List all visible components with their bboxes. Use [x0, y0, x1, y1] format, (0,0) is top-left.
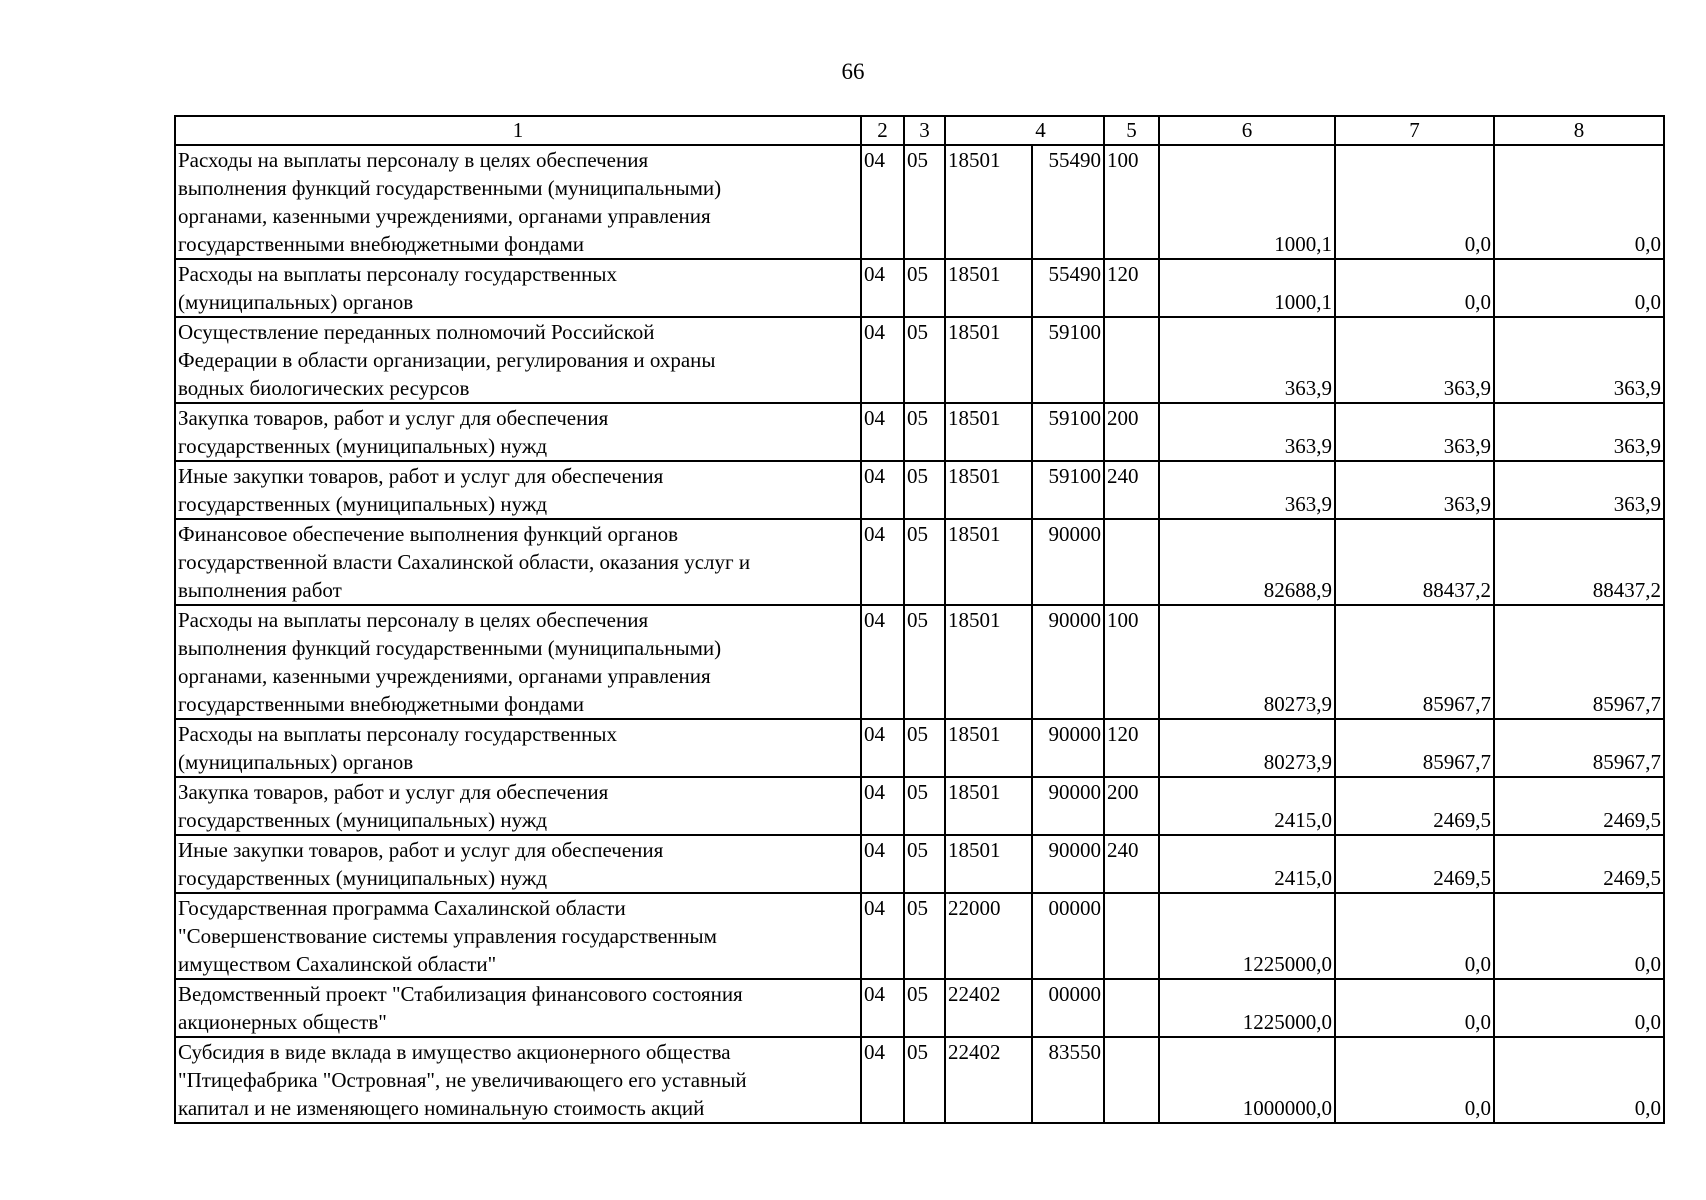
amount-col-7: 0,0: [1335, 979, 1494, 1037]
subsection-code: 05: [904, 317, 945, 403]
amount-col-6: 363,9: [1159, 461, 1335, 519]
subsection-code: 05: [904, 259, 945, 317]
table-row: [175, 403, 1664, 461]
description-line: Расходы на выплаты персоналу в целях обеспечения: [178, 608, 649, 632]
description-line: Федерации в области организации, регулирования и охраны: [178, 348, 716, 372]
expense-type-code: 120: [1104, 259, 1159, 317]
description-line: выполнения функций государственными (муниципальными): [178, 636, 722, 660]
section-code: 04: [861, 605, 904, 719]
row-description: [175, 317, 861, 403]
amount-col-8: 0,0: [1494, 259, 1664, 317]
direction-code: 90000: [1032, 719, 1104, 777]
amount-col-8: 2469,5: [1494, 777, 1664, 835]
description-line: государственными внебюджетными фондами: [178, 232, 585, 256]
description-line: Субсидия в виде вклада в имущество акционерного общества: [178, 1040, 731, 1064]
amount-col-6: 1225000,0: [1159, 979, 1335, 1037]
section-code: 04: [861, 317, 904, 403]
subsection-code: 05: [904, 893, 945, 979]
description-line: Иные закупки товаров, работ и услуг для обеспечения: [178, 464, 664, 488]
table-row: [175, 259, 1664, 317]
table-row: [175, 519, 1664, 605]
row-description: [175, 1037, 861, 1123]
direction-code: 83550: [1032, 1037, 1104, 1123]
page-number: 66: [841, 59, 865, 84]
section-code: 04: [861, 461, 904, 519]
section-code: 04: [861, 719, 904, 777]
table-row: [175, 979, 1664, 1037]
description-line: Расходы на выплаты персоналу государственных: [178, 722, 617, 746]
description-line: Финансовое обеспечение выполнения функций органов: [178, 522, 679, 546]
amount-col-8: 85967,7: [1494, 719, 1664, 777]
subsection-code: 05: [904, 835, 945, 893]
amount-col-7: 363,9: [1335, 317, 1494, 403]
description-line: государственными внебюджетными фондами: [178, 692, 585, 716]
description-line: имуществом Сахалинской области": [178, 952, 497, 976]
amount-col-7: 0,0: [1335, 145, 1494, 259]
subsection-code: 05: [904, 719, 945, 777]
description-line: "Птицефабрика "Островная", не увеличивающего его уставный: [178, 1068, 747, 1092]
expense-type-code: [1104, 519, 1159, 605]
direction-code: 59100: [1032, 403, 1104, 461]
program-code: 22000: [945, 893, 1032, 979]
table-row: [175, 835, 1664, 893]
amount-col-8: 0,0: [1494, 145, 1664, 259]
description-line: акционерных обществ": [178, 1010, 387, 1034]
table-row: [175, 605, 1664, 719]
description-line: Закупка товаров, работ и услуг для обеспечения: [178, 406, 609, 430]
direction-code: 59100: [1032, 317, 1104, 403]
description-line: Ведомственный проект "Стабилизация финансового состояния: [178, 982, 743, 1006]
table-row: [175, 893, 1664, 979]
description-line: Осуществление переданных полномочий Российской: [178, 320, 655, 344]
row-description: [175, 979, 861, 1037]
program-code: 22402: [945, 1037, 1032, 1123]
column-header-4: 4: [945, 116, 1104, 145]
expense-type-code: 240: [1104, 835, 1159, 893]
program-code: 18501: [945, 403, 1032, 461]
amount-col-6: 2415,0: [1159, 777, 1335, 835]
row-description: [175, 835, 861, 893]
table-row: [175, 461, 1664, 519]
amount-col-7: 2469,5: [1335, 777, 1494, 835]
expense-type-code: [1104, 317, 1159, 403]
amount-col-8: 0,0: [1494, 979, 1664, 1037]
column-header-8: 8: [1494, 116, 1664, 145]
amount-col-6: 82688,9: [1159, 519, 1335, 605]
expense-type-code: 100: [1104, 605, 1159, 719]
row-description: [175, 403, 861, 461]
expense-type-code: 240: [1104, 461, 1159, 519]
program-code: 18501: [945, 777, 1032, 835]
section-code: 04: [861, 519, 904, 605]
direction-code: 90000: [1032, 605, 1104, 719]
amount-col-8: 88437,2: [1494, 519, 1664, 605]
program-code: 18501: [945, 317, 1032, 403]
amount-col-7: 0,0: [1335, 893, 1494, 979]
table-row: [175, 777, 1664, 835]
description-line: выполнения функций государственными (муниципальными): [178, 176, 722, 200]
description-line: (муниципальных) органов: [178, 750, 414, 774]
column-header-3: 3: [904, 116, 945, 145]
column-header-5: 5: [1104, 116, 1159, 145]
header-row: [175, 116, 1664, 145]
description-line: (муниципальных) органов: [178, 290, 414, 314]
amount-col-6: 80273,9: [1159, 719, 1335, 777]
amount-col-8: 0,0: [1494, 893, 1664, 979]
section-code: 04: [861, 835, 904, 893]
description-line: "Совершенствование системы управления государственным: [178, 924, 717, 948]
row-description: [175, 777, 861, 835]
description-line: государственных (муниципальных) нужд: [178, 492, 548, 516]
subsection-code: 05: [904, 461, 945, 519]
expense-type-code: [1104, 893, 1159, 979]
direction-code: 59100: [1032, 461, 1104, 519]
row-description: [175, 461, 861, 519]
table-row: [175, 317, 1664, 403]
direction-code: 55490: [1032, 145, 1104, 259]
expense-type-code: 200: [1104, 777, 1159, 835]
section-code: 04: [861, 893, 904, 979]
column-header-7: 7: [1335, 116, 1494, 145]
amount-col-7: 0,0: [1335, 259, 1494, 317]
section-code: 04: [861, 777, 904, 835]
amount-col-6: 1000,1: [1159, 259, 1335, 317]
expense-type-code: 120: [1104, 719, 1159, 777]
description-line: органами, казенными учреждениями, органами управления: [178, 204, 711, 228]
program-code: 18501: [945, 259, 1032, 317]
expense-type-code: [1104, 979, 1159, 1037]
row-description: [175, 605, 861, 719]
description-line: Иные закупки товаров, работ и услуг для обеспечения: [178, 838, 664, 862]
program-code: 18501: [945, 605, 1032, 719]
amount-col-8: 0,0: [1494, 1037, 1664, 1123]
table-row: [175, 145, 1664, 259]
amount-col-6: 1000,1: [1159, 145, 1335, 259]
description-line: государственных (муниципальных) нужд: [178, 434, 548, 458]
program-code: 18501: [945, 461, 1032, 519]
section-code: 04: [861, 403, 904, 461]
expense-type-code: [1104, 1037, 1159, 1123]
amount-col-7: 0,0: [1335, 1037, 1494, 1123]
amount-col-8: 85967,7: [1494, 605, 1664, 719]
subsection-code: 05: [904, 777, 945, 835]
section-code: 04: [861, 259, 904, 317]
amount-col-8: 363,9: [1494, 461, 1664, 519]
description-line: Расходы на выплаты персоналу в целях обеспечения: [178, 148, 649, 172]
amount-col-7: 363,9: [1335, 403, 1494, 461]
expense-type-code: 200: [1104, 403, 1159, 461]
row-description: [175, 145, 861, 259]
section-code: 04: [861, 1037, 904, 1123]
program-code: 18501: [945, 519, 1032, 605]
section-code: 04: [861, 979, 904, 1037]
description-line: Расходы на выплаты персоналу государственных: [178, 262, 617, 286]
subsection-code: 05: [904, 145, 945, 259]
direction-code: 90000: [1032, 777, 1104, 835]
direction-code: 00000: [1032, 979, 1104, 1037]
program-code: 22402: [945, 979, 1032, 1037]
amount-col-6: 2415,0: [1159, 835, 1335, 893]
row-description: [175, 893, 861, 979]
amount-col-6: 363,9: [1159, 317, 1335, 403]
subsection-code: 05: [904, 979, 945, 1037]
table-row: [175, 719, 1664, 777]
amount-col-7: 363,9: [1335, 461, 1494, 519]
program-code: 18501: [945, 835, 1032, 893]
description-line: государственных (муниципальных) нужд: [178, 866, 548, 890]
amount-col-6: 80273,9: [1159, 605, 1335, 719]
subsection-code: 05: [904, 1037, 945, 1123]
amount-col-8: 363,9: [1494, 403, 1664, 461]
subsection-code: 05: [904, 605, 945, 719]
table-body: [175, 116, 1664, 1123]
amount-col-8: 363,9: [1494, 317, 1664, 403]
description-line: Закупка товаров, работ и услуг для обеспечения: [178, 780, 609, 804]
direction-code: 90000: [1032, 835, 1104, 893]
row-description: [175, 519, 861, 605]
direction-code: 00000: [1032, 893, 1104, 979]
row-description: [175, 259, 861, 317]
description-line: водных биологических ресурсов: [178, 376, 470, 400]
direction-code: 55490: [1032, 259, 1104, 317]
amount-col-6: 1000000,0: [1159, 1037, 1335, 1123]
subsection-code: 05: [904, 403, 945, 461]
section-code: 04: [861, 145, 904, 259]
amount-col-6: 1225000,0: [1159, 893, 1335, 979]
column-header-1: 1: [175, 116, 861, 145]
direction-code: 90000: [1032, 519, 1104, 605]
description-line: государственных (муниципальных) нужд: [178, 808, 548, 832]
amount-col-7: 85967,7: [1335, 719, 1494, 777]
row-description: [175, 719, 861, 777]
column-header-6: 6: [1159, 116, 1335, 145]
amount-col-6: 363,9: [1159, 403, 1335, 461]
column-header-2: 2: [861, 116, 904, 145]
description-line: Государственная программа Сахалинской области: [178, 896, 626, 920]
subsection-code: 05: [904, 519, 945, 605]
description-line: выполнения работ: [178, 578, 342, 602]
budget-table: [174, 115, 1665, 1124]
amount-col-7: 88437,2: [1335, 519, 1494, 605]
program-code: 18501: [945, 145, 1032, 259]
amount-col-7: 2469,5: [1335, 835, 1494, 893]
amount-col-7: 85967,7: [1335, 605, 1494, 719]
description-line: капитал и не изменяющего номинальную стоимость акций: [178, 1096, 705, 1120]
description-line: органами, казенными учреждениями, органами управления: [178, 664, 711, 688]
program-code: 18501: [945, 719, 1032, 777]
table-row: [175, 1037, 1664, 1123]
amount-col-8: 2469,5: [1494, 835, 1664, 893]
description-line: государственной власти Сахалинской области, оказания услуг и: [178, 550, 751, 574]
expense-type-code: 100: [1104, 145, 1159, 259]
